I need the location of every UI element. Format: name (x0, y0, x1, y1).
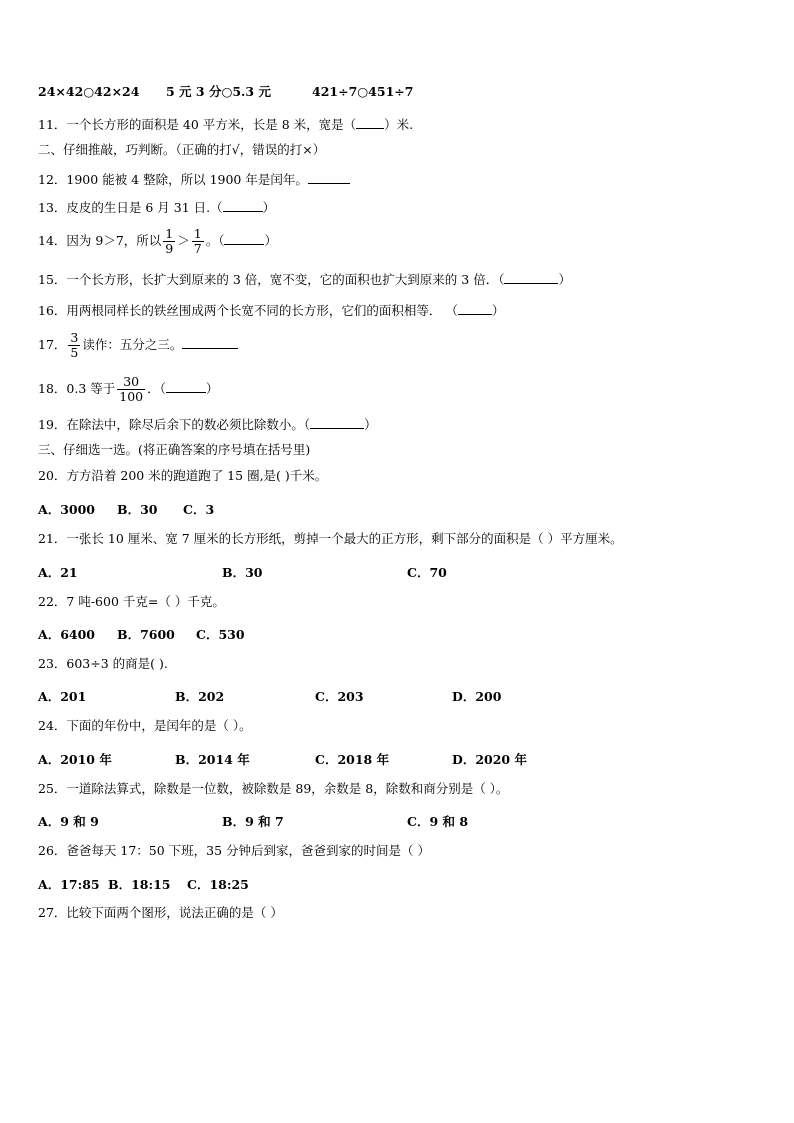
option-b[interactable]: B．202 (175, 689, 225, 704)
question-14-post: 。（ (205, 233, 225, 248)
fraction: $\frac{30}{100}$ (119, 374, 144, 404)
answer-blank[interactable] (458, 302, 492, 315)
question-11 (38, 116, 413, 133)
answer-blank[interactable] (504, 271, 558, 284)
question-12-text: 12．1900 能被 4 整除，所以 1900 年是闰年。 (38, 172, 308, 187)
question-14-text: 14．因为 9＞7，所以 (38, 233, 162, 248)
fraction: $\frac{1}{7}$ (193, 226, 202, 256)
option-c[interactable]: C．2018 年 (315, 752, 390, 767)
compare-item-3: 421÷7○451÷7 (312, 84, 414, 99)
greater-than-sign: ＞ (177, 233, 190, 248)
question-17-text: 读作：五分之三。 (82, 337, 183, 352)
question-13-tail: ） (262, 200, 276, 215)
option-a[interactable]: A．6400 (38, 627, 95, 642)
option-a[interactable]: A．201 (38, 689, 87, 704)
question-23: 23．603÷3 的商是( ). (38, 656, 168, 671)
answer-blank[interactable] (308, 171, 350, 184)
question-18-text: 18．0.3 等于 (38, 381, 116, 396)
question-11-tail: ）米. (384, 117, 414, 132)
answer-blank[interactable] (310, 416, 364, 429)
option-b[interactable]: B．2014 年 (175, 752, 250, 767)
question-18-tail: ） (205, 381, 219, 396)
question-26: 26．爸爸每天 17：50 下班，35 分钟后到家，爸爸到家的时间是（ ） (38, 843, 431, 858)
answer-blank[interactable] (223, 199, 263, 212)
option-a[interactable]: A．3000 (38, 502, 95, 517)
question-24: 24．下面的年份中，是闰年的是（ ）。 (38, 718, 252, 733)
question-17-num: 17． (38, 337, 67, 352)
question-19 (38, 416, 377, 433)
question-14-tail: ） (264, 233, 277, 248)
answer-blank[interactable] (356, 116, 384, 129)
option-a[interactable]: A．21 (38, 565, 78, 580)
fraction: $\frac{3}{5}$ (70, 330, 79, 360)
question-19-text: 19．在除法中，除尽后余下的数必须比除数小。（ (38, 417, 311, 432)
answer-blank[interactable] (166, 380, 206, 393)
option-c[interactable]: C．70 (407, 565, 447, 580)
option-d[interactable]: D．200 (452, 689, 502, 704)
question-17 (38, 327, 238, 363)
question-20: 20．方方沿着 200 米的跑道跑了 15 圈,是( )千米。 (38, 468, 328, 483)
question-13 (38, 199, 275, 216)
question-11-text: 11．一个长方形的面积是 40 平方米，长是 8 米，宽是（ (38, 117, 357, 132)
option-c[interactable]: C．530 (196, 627, 245, 642)
option-c[interactable]: C．9 和 8 (407, 814, 469, 829)
fraction: $\frac{1}{9}$ (165, 226, 174, 256)
question-25: 25．一道除法算式，除数是一位数，被除数是 89，余数是 8，除数和商分别是（ ）。 (38, 781, 509, 796)
answer-blank[interactable] (182, 336, 238, 349)
question-19-tail: ） (364, 417, 377, 432)
option-c[interactable]: C．18:25 (187, 877, 249, 892)
question-12 (38, 171, 350, 188)
option-c[interactable]: C．3 (183, 502, 215, 517)
section-3-heading: 三、仔细选一选。(将正确答案的序号填在括号里) (38, 442, 311, 457)
question-15 (38, 271, 571, 288)
question-16-text: 16．用两根同样长的铁丝围成两个长宽不同的长方形，它们的面积相等． （ (38, 303, 458, 318)
option-b[interactable]: B．30 (222, 565, 263, 580)
option-b[interactable]: B．18:15 (108, 877, 171, 892)
option-d[interactable]: D．2020 年 (452, 752, 527, 767)
option-a[interactable]: A．9 和 9 (38, 814, 99, 829)
compare-item-1: 24×42○42×24 (38, 84, 140, 99)
question-13-text: 13．皮皮的生日是 6 月 31 日.（ (38, 200, 223, 215)
question-15-tail: ） (558, 272, 571, 287)
option-b[interactable]: B．9 和 7 (222, 814, 284, 829)
option-c[interactable]: C．203 (315, 689, 364, 704)
option-a[interactable]: A．2010 年 (38, 752, 112, 767)
compare-item-2: 5 元 3 分○5.3 元 (166, 84, 271, 99)
option-b[interactable]: B．7600 (117, 627, 175, 642)
question-21: 21．一张长 10 厘米、宽 7 厘米的长方形纸，剪掉一个最大的正方形，剩下部分的面积是（ ）平方厘米。 (38, 531, 623, 546)
section-2-heading: 二、仔细推敲，巧判断。（正确的打√，错误的打×） (38, 142, 326, 157)
option-a[interactable]: A．17:85 (38, 877, 100, 892)
question-15-text: 15．一个长方形，长扩大到原来的 3 倍，宽不变，它的面积也扩大到原来的 3 倍．（ (38, 272, 505, 287)
option-b[interactable]: B．30 (117, 502, 158, 517)
question-22: 22．7 吨-600 千克=（ ）千克。 (38, 594, 225, 609)
answer-blank[interactable] (224, 232, 264, 245)
question-16 (38, 302, 504, 319)
question-14 (38, 226, 277, 256)
question-18-post: ．（ (147, 381, 166, 396)
question-16-tail: ） (491, 303, 505, 318)
question-18 (38, 371, 218, 407)
question-27: 27．比较下面两个图形，说法正确的是（ ） (38, 905, 283, 920)
